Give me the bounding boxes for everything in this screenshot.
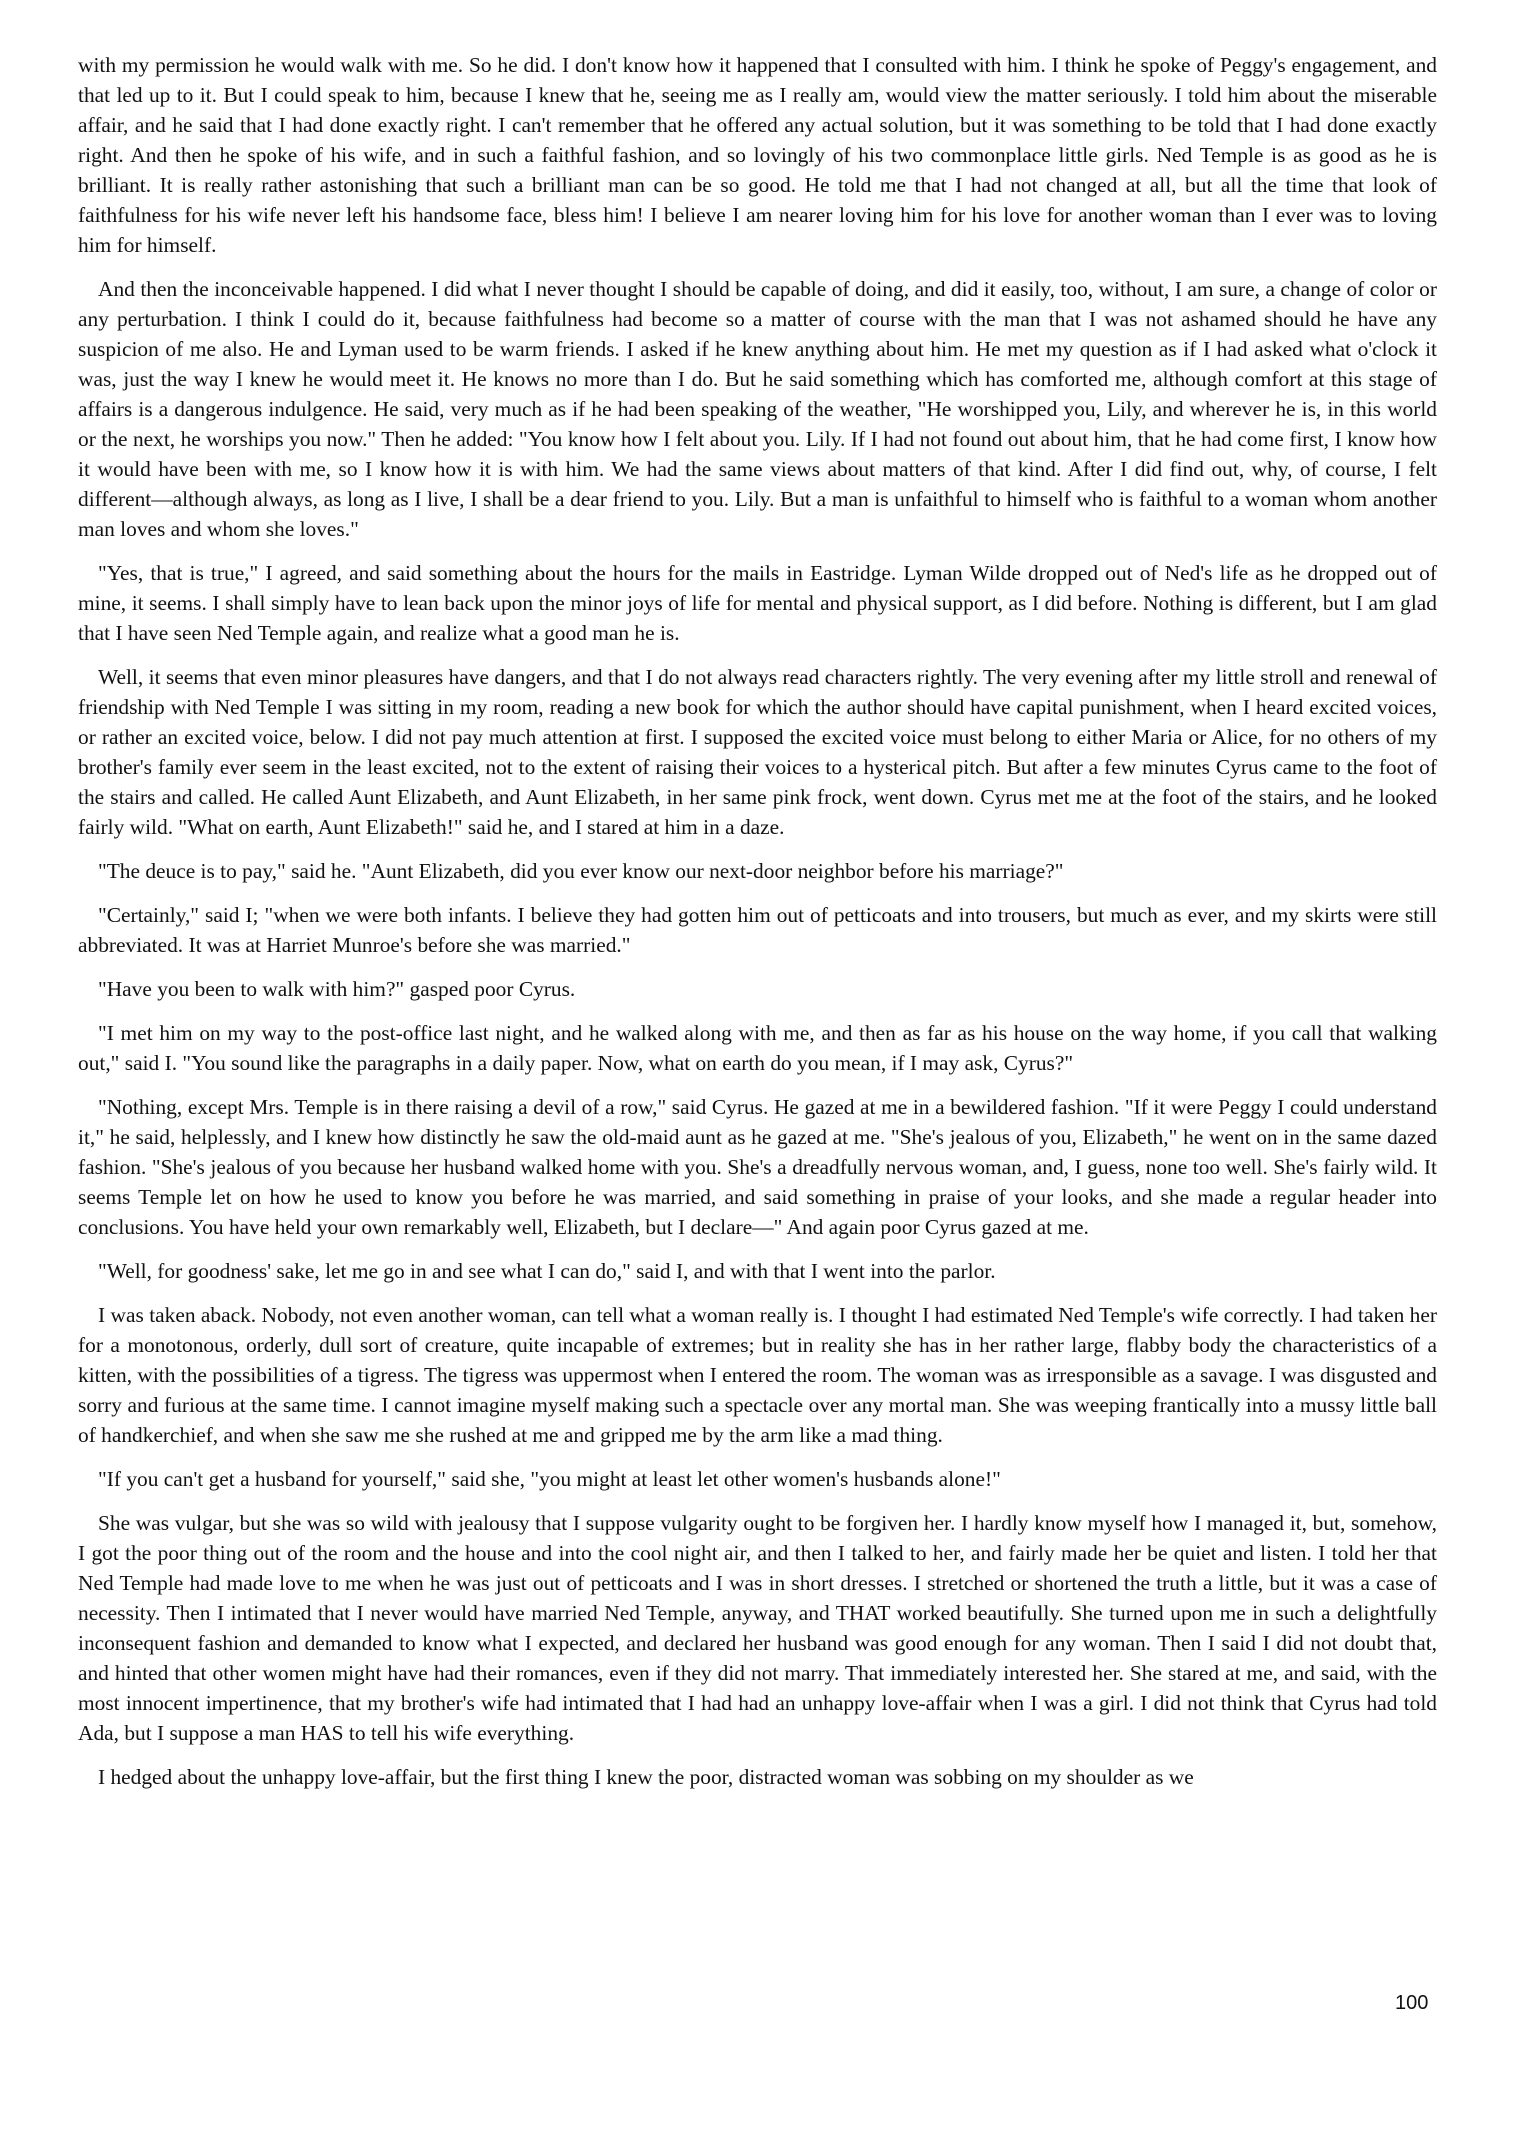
paragraph: "Certainly," said I; "when we were both infants. I believe they had gotten him out of petticoats and into trousers, but much as ever, and my skirts were still abbreviated. It was at Harriet Munroe's before she was married."	[78, 903, 1437, 957]
paragraph: "I met him on my way to the post-office last night, and he walked along with me, and then as far as his house on the way home, if you call that walking out," said I. "You sound like the paragraphs in a daily paper. Now, what on earth do you mean, if I may ask, Cyrus?"	[78, 1021, 1437, 1075]
paragraph: And then the inconceivable happened. I did what I never thought I should be capable of doing, and did it easily, too, without, I am sure, a change of color or any perturbation. I think I could do it, because faithfulness had become so a matter of course with the man that I was not ashamed should he have any suspicion of me also. He and Lyman used to be warm friends. I asked if he knew anything about him. He met my question as if I had asked what o'clock it was, just the way I knew he would meet it. He knows no more than I do. But he said something which has comforted me, although comfort at this stage of affairs is a dangerous indulgence. He said, very much as if he had been speaking of the weather, "He worshipped you, Lily, and wherever he is, in this world or the next, he worships you now." Then he added: "You know how I felt about you. Lily. If I had not found out about him, that he had come first, I know how it would have been with me, so I know how it is with him. We had the same views about matters of that kind. After I did find out, why, of course, I felt different—although always, as long as I live, I shall be a dear friend to you. Lily. But a man is unfaithful to himself who is faithful to a woman whom another man loves and whom she loves."	[78, 277, 1437, 541]
paragraph: "Nothing, except Mrs. Temple is in there raising a devil of a row," said Cyrus. He gazed at me in a bewildered fashion. "If it were Peggy I could understand it," he said, helplessly, and I knew how distinctly he saw the old-maid aunt as he gazed at me. "She's jealous of you, Elizabeth," he went on in the same dazed fashion. "She's jealous of you because her husband walked home with you. She's a dreadfully nervous woman, and, I guess, none too well. She's fairly wild. It seems Temple let on how he used to know you before he was married, and said something in praise of your looks, and she made a regular header into conclusions. You have held your own remarkably well, Elizabeth, but I declare—" And again poor Cyrus gazed at me.	[78, 1095, 1437, 1239]
paragraph: "Have you been to walk with him?" gasped poor Cyrus.	[98, 977, 576, 1001]
paragraph: I was taken aback. Nobody, not even another woman, can tell what a woman really is. I thought I had estimated Ned Temple's wife correctly. I had taken her for a monotonous, orderly, dull sort of creature, quite incapable of extremes; but in reality she has in her rather large, flabby body the characteristics of a kitten, with the possibilities of a tigress. The tigress was uppermost when I entered the room. The woman was as irresponsible as a savage. I was disgusted and sorry and furious at the same time. I cannot imagine myself making such a spectacle over any mortal man. She was weeping frantically into a mussy little ball of handkerchief, and when she saw me she rushed at me and gripped me by the arm like a mad thing.	[78, 1303, 1438, 1447]
paragraph: "If you can't get a husband for yourself," said she, "you might at least let other women's husbands alone!"	[98, 1467, 1001, 1491]
paragraph: Well, it seems that even minor pleasures have dangers, and that I do not always read characters rightly. The very evening after my little stroll and renewal of friendship with Ned Temple I was sitting in my room, reading a new book for which the author should have capital punishment, when I heard excited voices, or rather an excited voice, below. I did not pay much attention at first. I supposed the excited voice must belong to either Maria or Alice, for no others of my brother's family ever seem in the least excited, not to the extent of raising their voices to a hysterical pitch. But after a few minutes Cyrus came to the foot of the stairs and called. He called Aunt Elizabeth, and Aunt Elizabeth, in her same pink frock, went down. Cyrus met me at the foot of the stairs, and he looked fairly wild. "What on earth, Aunt Elizabeth!" said he, and I stared at him in a daze.	[78, 665, 1437, 839]
page-number: 100	[1395, 1992, 1429, 2014]
paragraph: I hedged about the unhappy love-affair, but the first thing I knew the poor, distracted woman was sobbing on my shoulder as we	[98, 1765, 1194, 1789]
paragraph: She was vulgar, but she was so wild with jealousy that I suppose vulgarity ought to be forgiven her. I hardly know myself how I managed it, but, somehow, I got the poor thing out of the room and the house and into the cool night air, and then I talked to her, and fairly made her be quiet and listen. I told her that Ned Temple had made love to me when he was just out of petticoats and I was in short dresses. I stretched or shortened the truth a little, but it was a case of necessity. Then I intimated that I never would have married Ned Temple, anyway, and THAT worked beautifully. She turned upon me in such a delightfully inconsequent fashion and demanded to know what I expected, and declared her husband was good enough for any woman. Then I said I did not doubt that, and hinted that other women might have had their romances, even if they did not marry. That immediately interested her. She stared at me, and said, with the most innocent impertinence, that my brother's wife had intimated that I had had an unhappy love-affair when I was a girl. I did not think that Cyrus had told Ada, but I suppose a man HAS to tell his wife everything.	[78, 1511, 1437, 1745]
paragraph: "Well, for goodness' sake, let me go in and see what I can do," said I, and with that I went into the parlor.	[98, 1259, 996, 1283]
paragraph: "The deuce is to pay," said he. "Aunt Elizabeth, did you ever know our next-door neighbor before his marriage?"	[98, 859, 1064, 883]
paragraph: with my permission he would walk with me. So he did. I don't know how it happened that I consulted with him. I think he spoke of Peggy's engagement, and that led up to it. But I could speak to him, because I knew that he, seeing me as I really am, would view the matter seriously. I told him about the miserable affair, and he said that I had done exactly right. I can't remember that he offered any actual solution, but it was something to be told that I had done exactly right. And then he spoke of his wife, and in such a faithful fashion, and so lovingly of his two commonplace little girls. Ned Temple is as good as he is brilliant. It is really rather astonishing that such a brilliant man can be so good. He told me that I had not changed at all, but all the time that look of faithfulness for his wife never left his handsome face, bless him! I believe I am nearer loving him for his love for another woman than I ever was to loving him for himself.	[78, 53, 1437, 257]
page-body	[78, 50, 1437, 1806]
paragraph: "Yes, that is true," I agreed, and said something about the hours for the mails in Eastridge. Lyman Wilde dropped out of Ned's life as he dropped out of mine, it seems. I shall simply have to lean back upon the minor joys of life for mental and physical support, as I did before. Nothing is different, but I am glad that I have seen Ned Temple again, and realize what a good man he is.	[78, 561, 1437, 645]
